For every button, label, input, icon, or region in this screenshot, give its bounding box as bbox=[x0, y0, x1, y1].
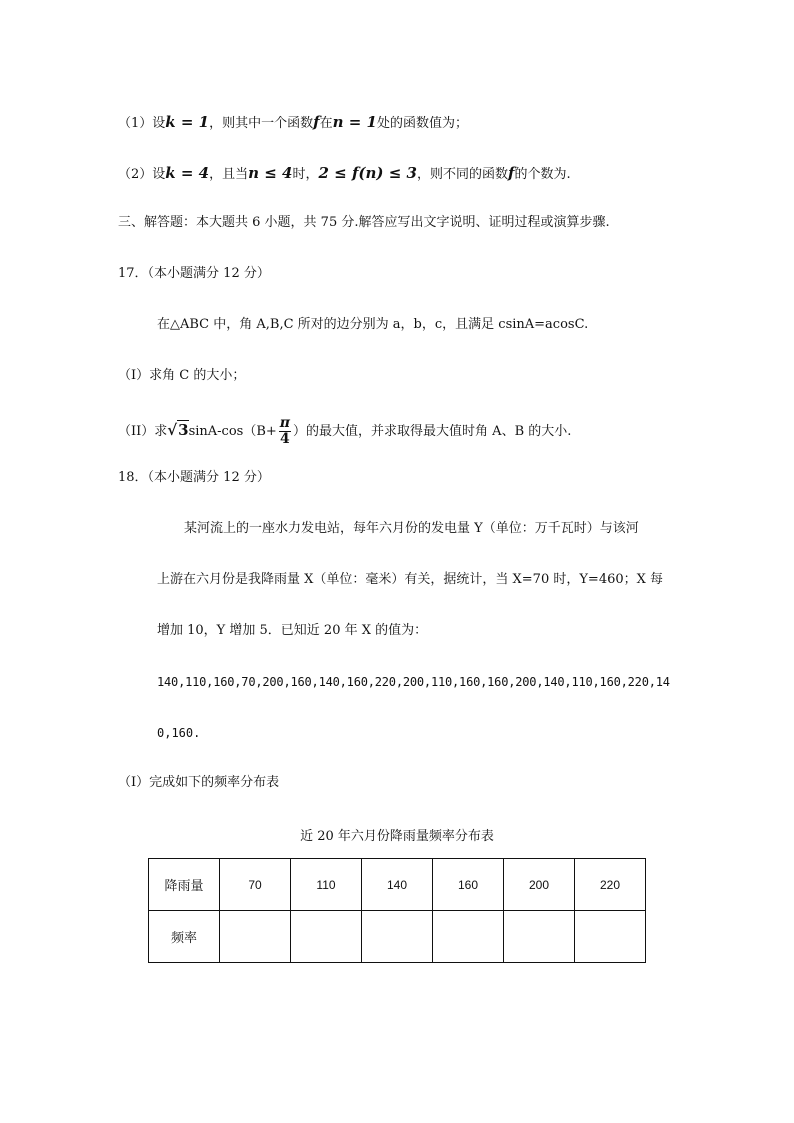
part1-line: （1）设k = 1，则其中一个函数f在n = 1处的函数值为； bbox=[118, 113, 468, 131]
n-equals-1: n = 1 bbox=[332, 113, 377, 131]
q18-data-line2: 0,160. bbox=[157, 726, 201, 740]
inequality: 2 ≤ f(n) ≤ 3 bbox=[318, 164, 417, 182]
q17-sub2: （II）求√3sinA-cos（B+ $\frac{\pi}{4}$ ）的最大值，并求取得最大值时角 A、B 的大小. bbox=[118, 415, 572, 447]
frequency-cell[interactable] bbox=[362, 911, 433, 963]
k-equals-4: k = 4 bbox=[165, 164, 210, 182]
q17-sub1: （I）求角 C 的大小； bbox=[118, 368, 246, 383]
frequency-cell[interactable] bbox=[575, 911, 646, 963]
table-title: 近 20 年六月份降雨量频率分布表 bbox=[300, 829, 494, 844]
frequency-cell[interactable] bbox=[291, 911, 362, 963]
table-row bbox=[149, 911, 646, 963]
pi-over-4-fraction: $\frac{\pi}{4}$ bbox=[279, 415, 291, 447]
q17-stem: 在△ABC 中，角 A,B,C 所对的边分别为 a，b，c，且满足 csinA=acosC. bbox=[157, 317, 589, 332]
sqrt-expression: √3 bbox=[167, 421, 189, 439]
frequency-cell[interactable] bbox=[220, 911, 291, 963]
n-condition: n ≤ 4 bbox=[248, 164, 293, 182]
q18-text-line1: 某河流上的一座水力发电站，每年六月份的发电量 Y（单位：万千瓦时）与该河 bbox=[184, 521, 639, 536]
q18-header: 18．（本小题满分 12 分） bbox=[118, 470, 270, 485]
function-f: f bbox=[507, 164, 515, 182]
table-row bbox=[149, 859, 646, 911]
column-value: 200 bbox=[504, 859, 575, 911]
q18-text-line2: 上游在六月份是我降雨量 X（单位：毫米）有关，据统计，当 X=70 时，Y=460；X 每 bbox=[157, 572, 664, 587]
row-header-frequency: 频率 bbox=[149, 911, 220, 963]
column-value: 110 bbox=[291, 859, 362, 911]
function-f: f bbox=[313, 113, 320, 131]
column-value: 160 bbox=[433, 859, 504, 911]
part2-line: （2）设k = 4，且当n ≤ 4时，2 ≤ f(n) ≤ 3，则不同的函数f的个数为. bbox=[118, 164, 571, 182]
k-equals-1: k = 1 bbox=[165, 113, 210, 131]
q17-header: 17．（本小题满分 12 分） bbox=[118, 266, 270, 281]
row-header-rainfall: 降雨量 bbox=[149, 859, 220, 911]
section-heading: 三、解答题：本大题共 6 小题，共 75 分.解答应写出文字说明、证明过程或演算步骤. bbox=[118, 215, 610, 230]
column-value: 140 bbox=[362, 859, 433, 911]
q18-text-line3: 增加 10，Y 增加 5．已知近 20 年 X 的值为： bbox=[157, 623, 428, 638]
frequency-cell[interactable] bbox=[504, 911, 575, 963]
column-value: 70 bbox=[220, 859, 291, 911]
q18-data-line1: 140,110,160,70,200,160,140,160,220,200,110,160,160,200,140,110,160,220,14 bbox=[157, 675, 670, 689]
frequency-table bbox=[148, 858, 646, 963]
frequency-cell[interactable] bbox=[433, 911, 504, 963]
column-value: 220 bbox=[575, 859, 646, 911]
q18-sub1: （Ⅰ）完成如下的频率分布表 bbox=[118, 775, 280, 790]
